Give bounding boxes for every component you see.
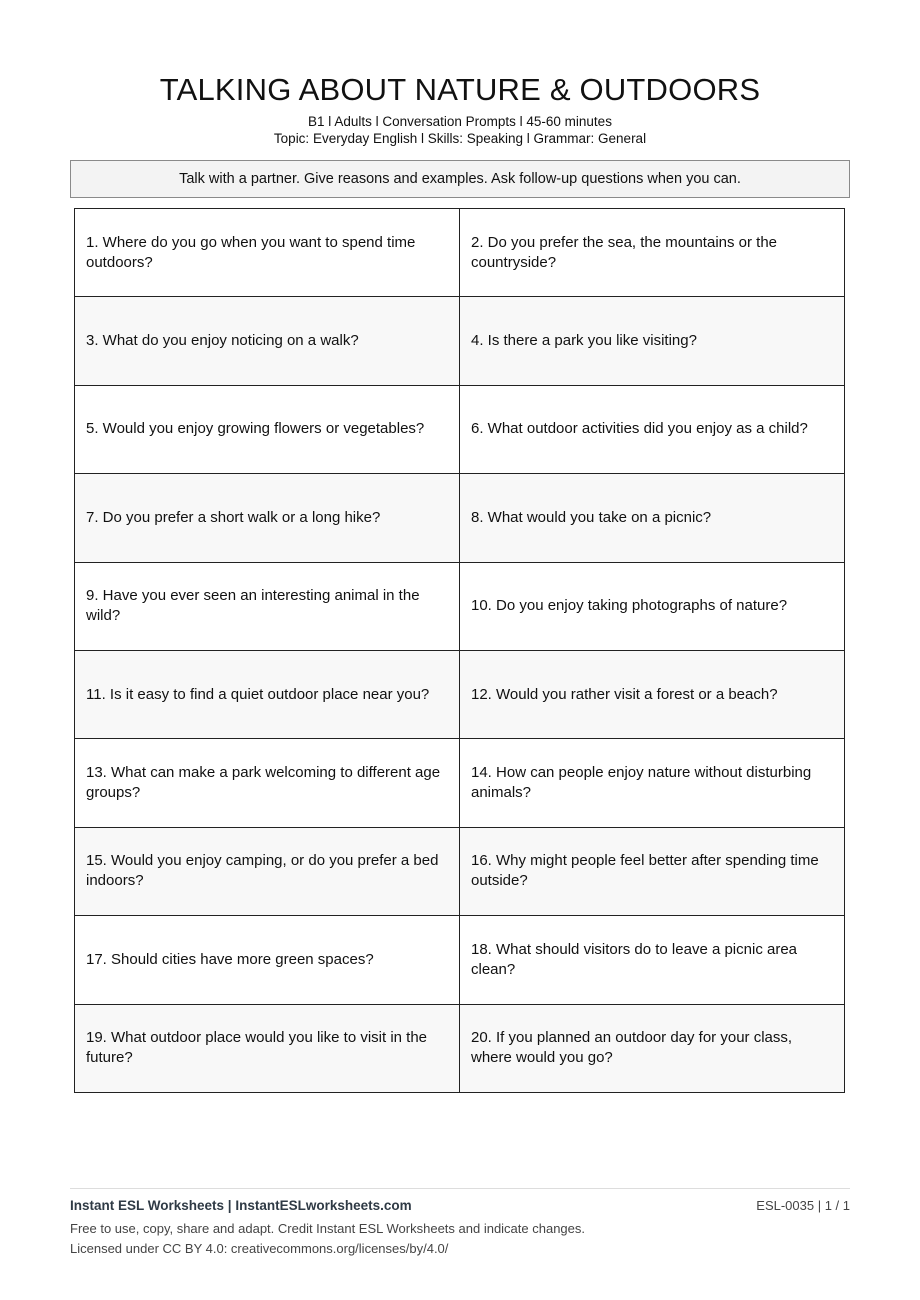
prompt-cell: 19. What outdoor place would you like to visit in the future?: [75, 1005, 460, 1093]
level-meta: B1 l Adults l Conversation Prompts l 45-60 minutes: [308, 114, 612, 129]
prompt-cell: 3. What do you enjoy noticing on a walk?: [75, 297, 460, 385]
prompt-cell: 18. What should visitors do to leave a picnic area clean?: [460, 916, 845, 1004]
instructions-box: Talk with a partner. Give reasons and examples. Ask follow-up questions when you can.: [70, 160, 850, 198]
page-title: TALKING ABOUT NATURE & OUTDOORS: [159, 72, 761, 107]
prompt-cell: 16. Why might people feel better after spending time outside?: [460, 828, 845, 916]
footer-license-note: Licensed under CC BY 4.0: creativecommons.org/licenses/by/4.0/: [70, 1241, 449, 1256]
prompt-cell: 17. Should cities have more green spaces?: [75, 916, 460, 1004]
prompt-table: [74, 208, 845, 1093]
prompt-cell: 11. Is it easy to find a quiet outdoor place near you?: [75, 651, 460, 739]
prompt-cell: 1. Where do you go when you want to spend time outdoors?: [75, 209, 460, 297]
prompt-cell: 12. Would you rather visit a forest or a beach?: [460, 651, 845, 739]
footer-usage-note: Free to use, copy, share and adapt. Credit Instant ESL Worksheets and indicate changes.: [70, 1221, 586, 1236]
prompt-cell: 5. Would you enjoy growing flowers or vegetables?: [75, 386, 460, 474]
prompt-cell: 13. What can make a park welcoming to different age groups?: [75, 739, 460, 827]
footer-divider: [70, 1188, 850, 1189]
prompt-cell: 10. Do you enjoy taking photographs of nature?: [460, 563, 845, 651]
prompt-cell: 20. If you planned an outdoor day for your class, where would you go?: [460, 1005, 845, 1093]
prompt-cell: 9. Have you ever seen an interesting animal in the wild?: [75, 563, 460, 651]
prompt-cell: 4. Is there a park you like visiting?: [460, 297, 845, 385]
prompt-cell: 7. Do you prefer a short walk or a long hike?: [75, 474, 460, 562]
prompt-cell: 2. Do you prefer the sea, the mountains or the countryside?: [460, 209, 845, 297]
footer-brand: Instant ESL Worksheets | InstantESLworksheets.com: [70, 1198, 412, 1213]
prompt-cell: 8. What would you take on a picnic?: [460, 474, 845, 562]
prompt-cell: 14. How can people enjoy nature without disturbing animals?: [460, 739, 845, 827]
footer-page-code: ESL-0035 | 1 / 1: [756, 1198, 850, 1213]
topic-meta: Topic: Everyday English l Skills: Speaking l Grammar: General: [273, 131, 647, 146]
prompt-cell: 6. What outdoor activities did you enjoy as a child?: [460, 386, 845, 474]
prompt-cell: 15. Would you enjoy camping, or do you prefer a bed indoors?: [75, 828, 460, 916]
